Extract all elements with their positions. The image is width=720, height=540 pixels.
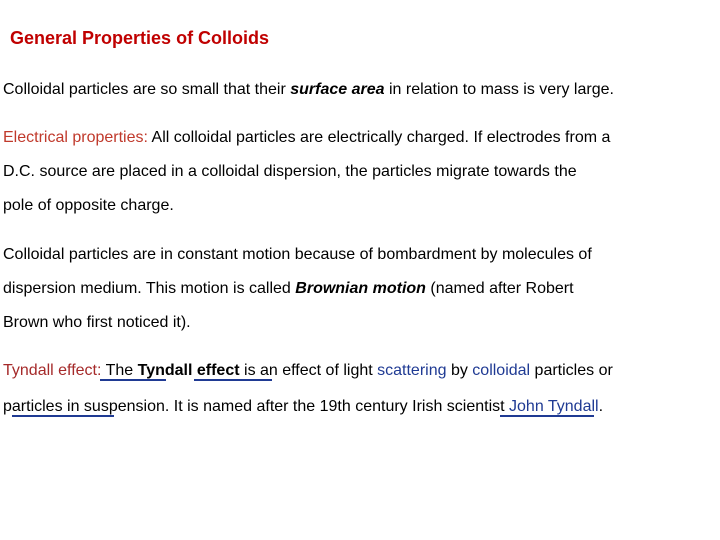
tyndall-by: by <box>446 362 473 379</box>
colloidal-link[interactable]: colloidal <box>472 362 531 379</box>
underline-4 <box>500 415 594 417</box>
paragraph-surface-area <box>3 80 614 100</box>
p1-emphasis: surface area <box>290 81 385 98</box>
tyndall-effect-term[interactable]: Tyndall effect <box>137 362 240 379</box>
underline-2 <box>194 379 272 381</box>
tyndall-text2: particles or <box>530 362 613 379</box>
paragraph-electrical-line1 <box>3 128 610 148</box>
underline-3 <box>12 415 114 417</box>
paragraph-tyndall-line2 <box>3 397 603 417</box>
tyndall-line2-text: . It is named after the 19th century Irish scientist <box>164 398 510 415</box>
tyndall-the: The <box>101 362 138 379</box>
page-title: General Properties of Colloids <box>10 28 270 48</box>
paragraph-electrical-line3: pole of opposite charge. <box>3 197 174 214</box>
brownian-after: (named after Robert <box>425 280 574 297</box>
tyndall-text1: is an effect of light <box>239 362 378 379</box>
paragraph-brownian-line2 <box>3 279 574 299</box>
paragraph-tyndall-line1 <box>3 361 613 381</box>
p1-before: Colloidal particles are so small that their <box>3 81 291 98</box>
brownian-motion-term: Brownian motion <box>295 280 426 297</box>
brownian-before: dispersion medium. This motion is called <box>3 280 296 297</box>
paragraph-electrical-line2: D.C. source are placed in a colloidal dispersion, the particles migrate towards the <box>3 163 577 180</box>
paragraph-brownian-line3: Brown who first noticed it). <box>3 314 191 331</box>
john-tyndall-link[interactable]: John Tyndall <box>509 398 599 415</box>
tyndall-period: . <box>598 398 604 415</box>
scattering-link[interactable]: scattering <box>377 362 447 379</box>
underline-1 <box>100 379 166 381</box>
tyndall-effect-label: Tyndall effect: <box>3 362 102 379</box>
paragraph-brownian-line1: Colloidal particles are in constant motion because of bombardment by molecules of <box>3 246 592 263</box>
electrical-line1: All colloidal particles are electrically charged. If electrodes from a <box>147 129 611 146</box>
particles-in-suspension-link[interactable]: particles in suspension <box>3 398 165 415</box>
electrical-properties-label: Electrical properties: <box>3 129 148 146</box>
p1-after: in relation to mass is very large. <box>384 81 614 98</box>
